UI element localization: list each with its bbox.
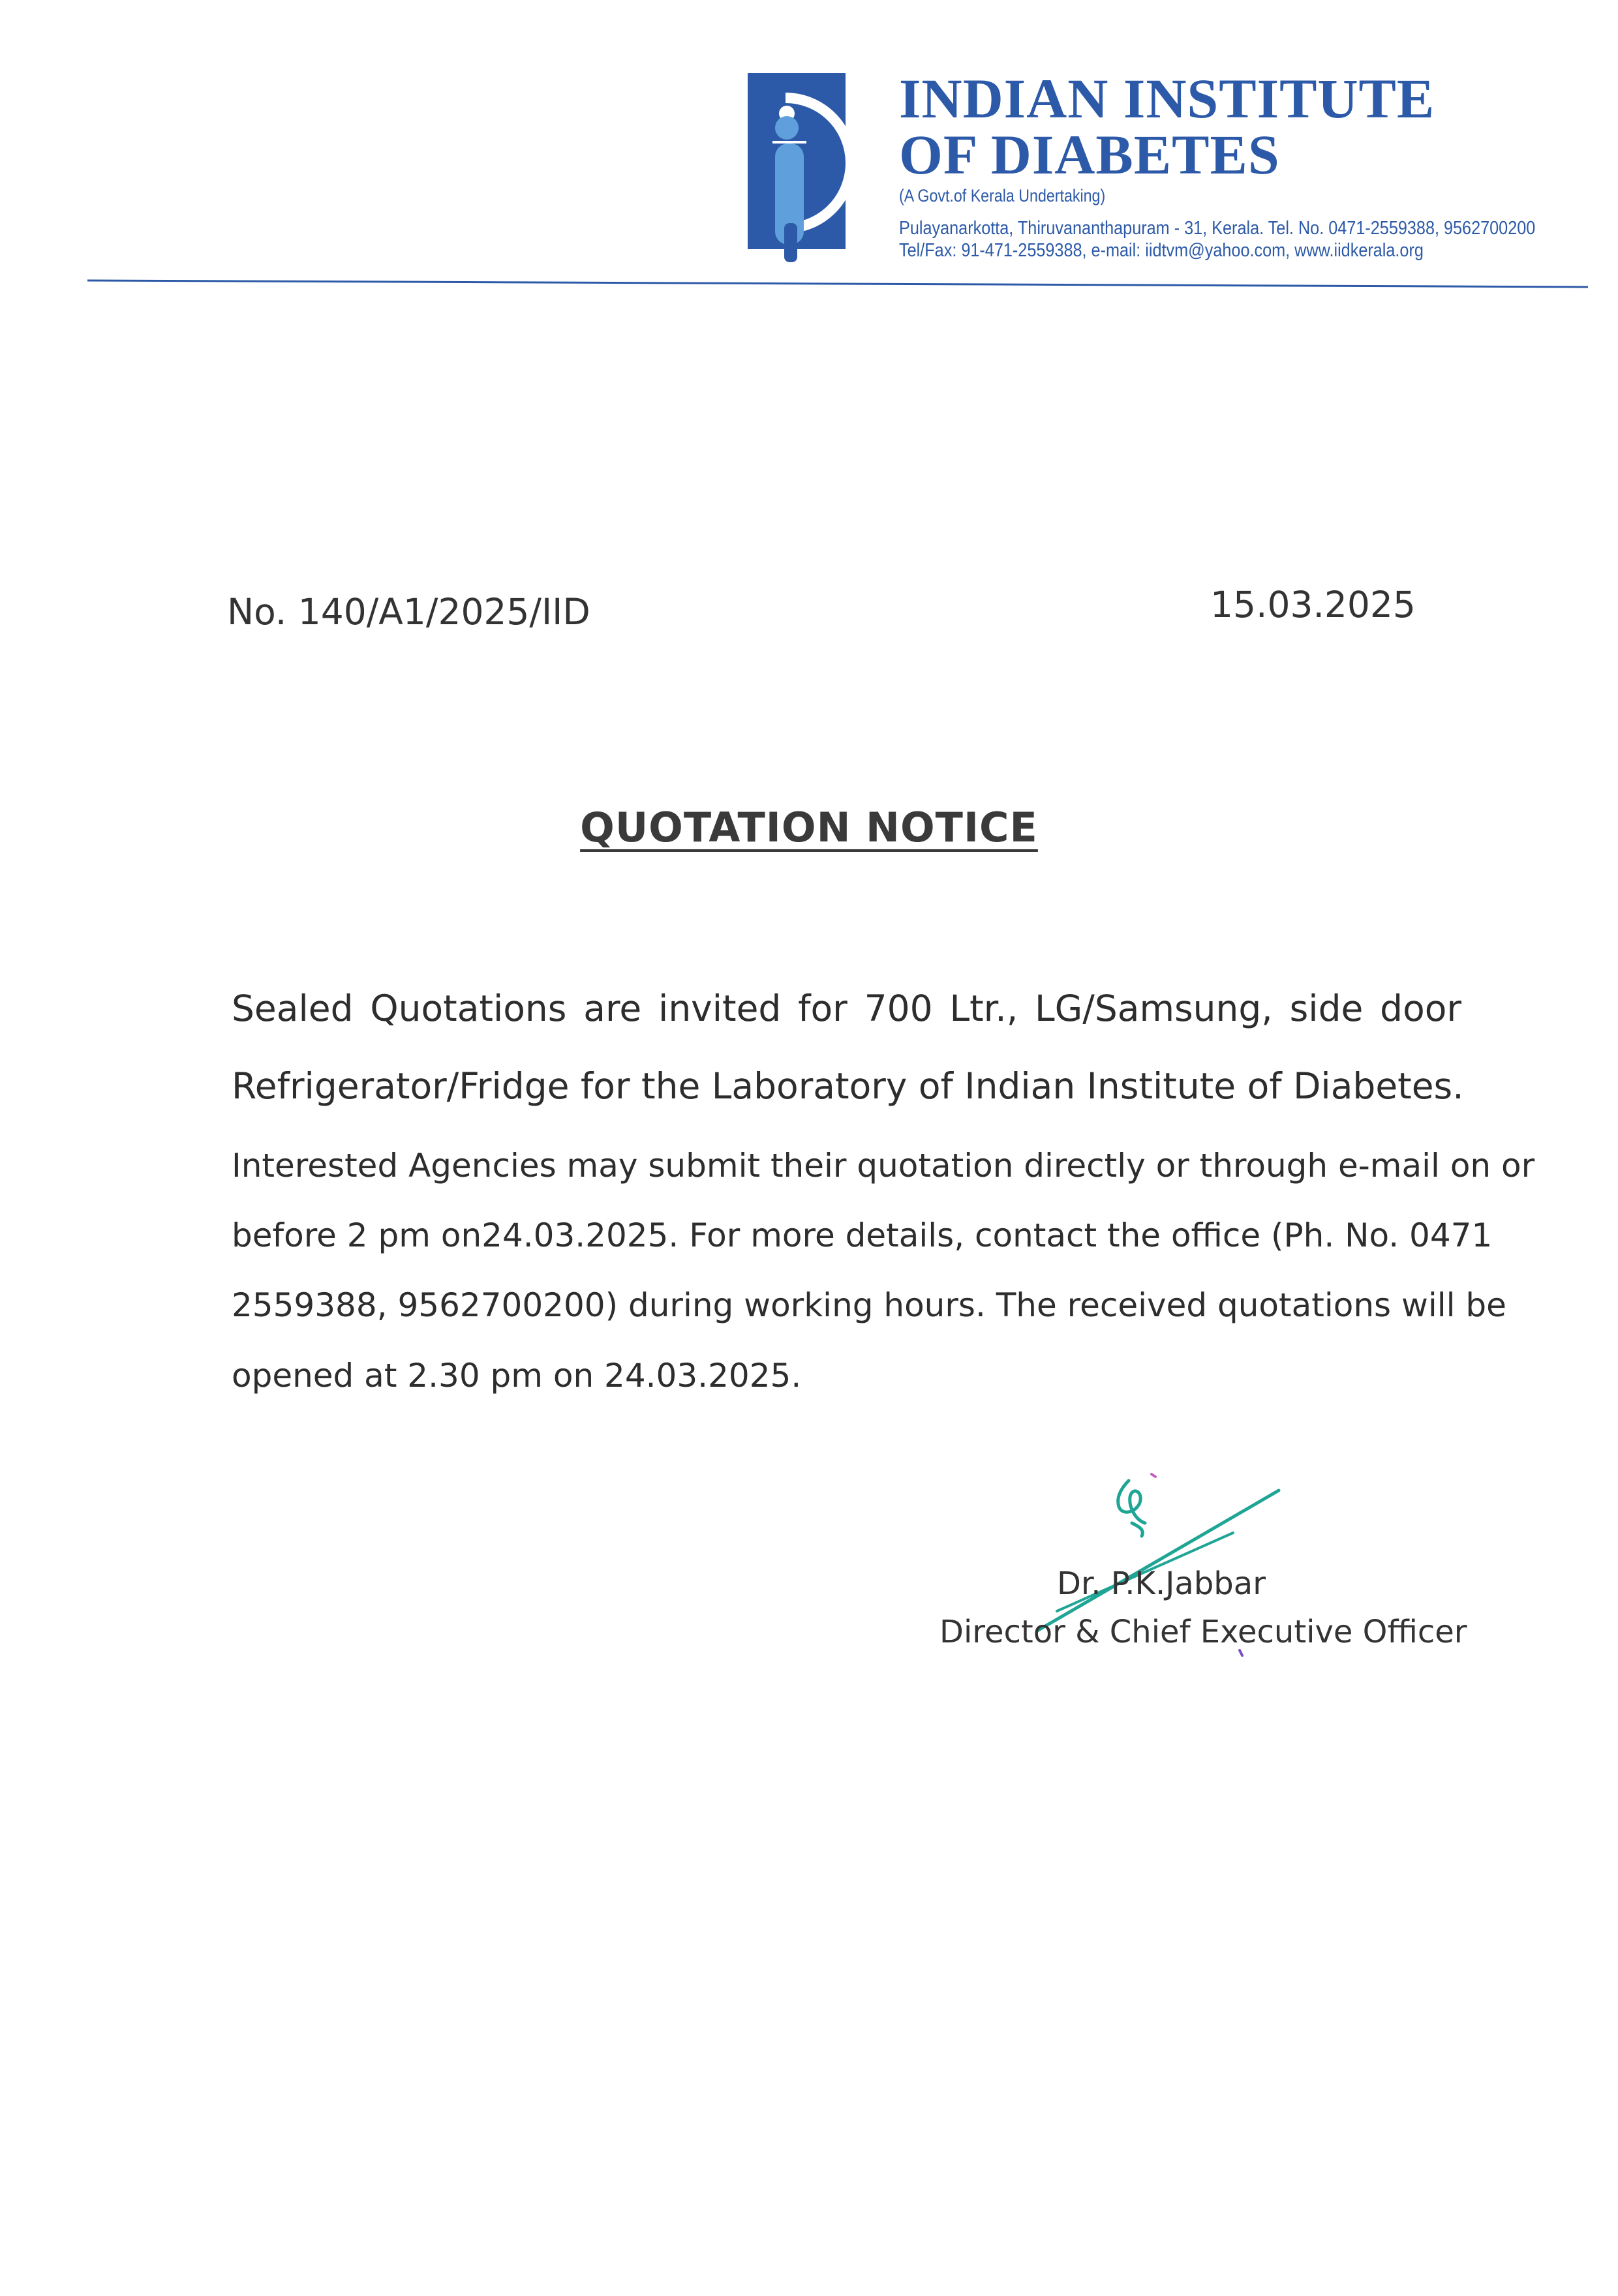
letterhead-divider [87, 279, 1588, 299]
institute-name-line1: INDIAN INSTITUTE [899, 67, 1435, 130]
notice-title: QUOTATION NOTICE [580, 804, 1038, 851]
body-line: Interested Agencies may submit their quotation directly or through e-mail on or [232, 1147, 1535, 1185]
institute-name [899, 67, 1551, 186]
institute-name-line2: OF DIABETES [899, 123, 1280, 186]
institute-contact: Tel/Fax: 91-471-2559388, e-mail: iidtvm@yahoo.com, www.iidkerala.org [899, 240, 1424, 261]
iid-logo-icon [748, 73, 852, 269]
body-line: Refrigerator/Fridge for the Laboratory of Indian Institute of Diabetes. [232, 1065, 1464, 1107]
institute-address: Pulayanarkotta, Thiruvananthapuram - 31, Kerala. Tel. No. 0471-2559388, 9562700200 [899, 218, 1536, 239]
reference-number: No. 140/A1/2025/IID [227, 591, 590, 633]
signatory-designation: Director & Chief Executive Officer [939, 1614, 1467, 1650]
signatory-name: Dr. P.K.Jabbar [1057, 1565, 1266, 1602]
body-line: 2559388, 9562700200) during working hours. The received quotations will be [232, 1286, 1506, 1324]
body-line: before 2 pm on24.03.2025. For more details, contact the office (Ph. No. 0471 [232, 1216, 1493, 1254]
body-line: Sealed Quotations are invited for 700 Ltr., LG/Samsung, side door [232, 988, 1461, 1029]
govt-undertaking-note: (A Govt.of Kerala Undertaking) [899, 186, 1106, 205]
notice-date: 15.03.2025 [1210, 584, 1416, 626]
body-line: opened at 2.30 pm on 24.03.2025. [232, 1357, 802, 1395]
